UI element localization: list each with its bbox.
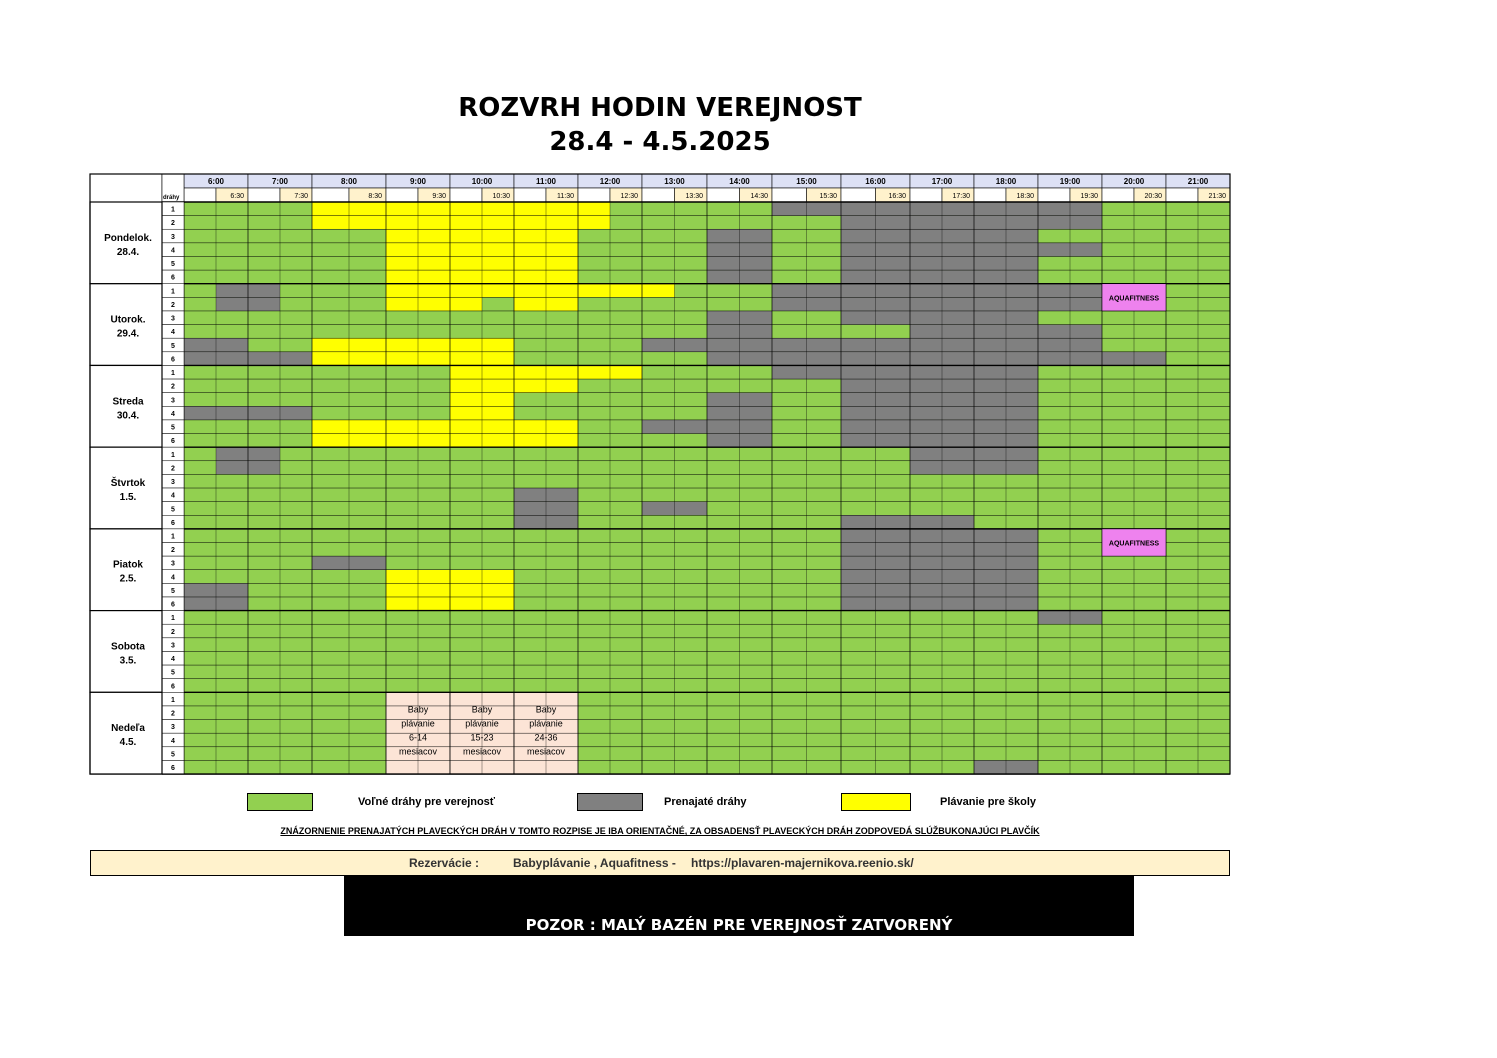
half-hour-label: 14:30 — [750, 193, 768, 200]
rented-block — [841, 202, 1102, 216]
lane-number: 5 — [171, 669, 175, 677]
lane-number: 1 — [171, 288, 175, 296]
lane-number: 5 — [171, 751, 175, 759]
lane-number: 4 — [171, 492, 175, 500]
half-hour-label: 21:30 — [1208, 193, 1226, 200]
lane-number: 6 — [171, 601, 175, 609]
rented-block — [841, 406, 1038, 420]
lane-number: 1 — [171, 206, 175, 214]
school-block — [312, 338, 514, 352]
school-block — [312, 216, 610, 230]
hour-label: 13:00 — [664, 177, 685, 186]
half-header-blank — [312, 188, 349, 202]
day-date: 3.5. — [119, 655, 137, 667]
day-name: Piatok — [112, 559, 144, 571]
half-hour-label: 11:30 — [557, 193, 574, 200]
hour-label: 6:00 — [207, 177, 225, 186]
lane-number: 1 — [171, 533, 175, 541]
hour-label: 12:00 — [599, 177, 621, 186]
lane-number: 2 — [171, 628, 175, 636]
hour-label: 9:00 — [409, 177, 427, 186]
baby-swimming-label: Baby — [535, 704, 557, 715]
half-hour-label: 13:30 — [685, 193, 703, 200]
baby-swimming-label: Baby — [407, 704, 429, 715]
lane-number: 3 — [171, 397, 175, 405]
half-hour-label: 19:30 — [1080, 193, 1098, 200]
day-name: Sobota — [111, 641, 145, 653]
lane-number: 3 — [171, 315, 175, 323]
reservation-bar — [90, 850, 1230, 876]
hour-label: 17:00 — [931, 177, 953, 186]
page-title: ROZVRH HODIN VEREJNOST — [458, 93, 862, 123]
baby-swimming-label: 15-23 — [470, 732, 494, 743]
warning-text: POZOR : MALÝ BAZÉN PRE VEREJNOSŤ ZATVORENÝ — [525, 916, 953, 934]
day-name: Nedeľa — [111, 723, 145, 735]
day-date: 29.4. — [116, 328, 140, 340]
rented-block — [841, 311, 1038, 325]
half-header-blank — [642, 188, 675, 202]
day-date: 30.4. — [116, 410, 140, 422]
baby-swimming-label: 24-36 — [534, 732, 558, 743]
lane-number: 2 — [171, 383, 175, 391]
half-header-blank — [1102, 188, 1134, 202]
half-hour-label: 20:30 — [1144, 193, 1162, 200]
rented-block — [841, 543, 1038, 557]
rented-block — [841, 229, 1038, 243]
lane-number: 2 — [171, 301, 175, 309]
hour-label: 20:00 — [1123, 177, 1145, 186]
day-date: 28.4. — [116, 246, 140, 258]
hour-label: 8:00 — [340, 177, 358, 186]
day-name: Štvrtok — [110, 478, 146, 490]
legend-rented-swatch — [577, 793, 643, 811]
lane-number: 1 — [171, 451, 175, 459]
half-hour-label: 17:30 — [952, 193, 970, 200]
lane-number: 5 — [171, 261, 175, 269]
lane-number: 5 — [171, 424, 175, 432]
legend-free-swatch — [247, 793, 313, 811]
half-header-blank — [772, 188, 807, 202]
lane-number: 3 — [171, 724, 175, 732]
lane-number: 5 — [171, 506, 175, 514]
half-header-blank — [910, 188, 942, 202]
hour-label: 15:00 — [796, 177, 817, 186]
lane-number: 6 — [171, 274, 175, 282]
half-hour-label: 9:30 — [432, 193, 446, 200]
school-block — [312, 352, 514, 366]
rented-block — [841, 216, 1102, 230]
rented-block — [841, 556, 1038, 570]
lane-header-label: dráhy — [163, 195, 180, 201]
corner-cell — [90, 174, 162, 202]
legend-school-label: Plávanie pre školy — [940, 796, 1036, 808]
day-name: Pondelok. — [104, 232, 152, 244]
half-header-blank — [514, 188, 546, 202]
half-hour-label: 12:30 — [620, 193, 638, 200]
lane-number: 3 — [171, 642, 175, 650]
hour-label: 19:00 — [1059, 177, 1081, 186]
school-block — [312, 434, 578, 448]
half-hour-label: 7:30 — [294, 193, 308, 200]
lane-number: 6 — [171, 765, 175, 773]
rented-block — [841, 597, 1038, 611]
lane-number: 4 — [171, 329, 175, 337]
lane-number: 4 — [171, 574, 175, 582]
reservation-label: Rezervácie : — [409, 856, 480, 870]
reservation-link[interactable]: https://plavaren-majernikova.reenio.sk/ — [691, 856, 914, 870]
half-hour-label: 16:30 — [888, 193, 906, 200]
disclaimer-note: ZNÁZORNENIE PRENAJATÝCH PLAVECKÝCH DRÁH V TOMTO ROZPISE JE IBA ORIENTAČNÉ, ZA OBSADENSŤ PLAVECKÝCH DRÁH ZODPOVEDÁ SLÚŽBUKONAJÚCI PLAVČÍK — [280, 826, 1040, 836]
rented-block — [841, 420, 1038, 434]
half-header-blank — [707, 188, 740, 202]
aquafitness-label: AQUAFITNESS — [1108, 295, 1160, 303]
half-header-blank — [841, 188, 876, 202]
warning-banner — [344, 876, 1134, 936]
hour-label: 11:00 — [535, 177, 557, 186]
lane-number: 3 — [171, 560, 175, 568]
baby-swimming-label: mesiacov — [526, 746, 566, 757]
baby-swimming-label: mesiacov — [462, 746, 502, 757]
rented-block — [841, 515, 974, 529]
lane-number: 6 — [171, 519, 175, 527]
half-header-blank — [1038, 188, 1070, 202]
half-hour-label: 15:30 — [819, 193, 837, 200]
school-block — [312, 420, 578, 434]
baby-swimming-label: Baby — [471, 704, 493, 715]
lane-number: 5 — [171, 587, 175, 595]
page-date-range: 28.4 - 4.5.2025 — [549, 127, 771, 157]
baby-swimming-label: plávanie — [465, 718, 499, 729]
lane-number: 2 — [171, 710, 175, 718]
rented-block — [772, 297, 1102, 311]
school-block — [312, 202, 610, 216]
lane-number: 3 — [171, 233, 175, 241]
aquafitness-label: AQUAFITNESS — [1108, 540, 1160, 548]
lane-number: 2 — [171, 220, 175, 228]
lane-number: 6 — [171, 356, 175, 364]
half-header-blank — [450, 188, 482, 202]
rented-block — [772, 365, 1038, 379]
baby-swimming-label: plávanie — [529, 718, 563, 729]
day-date: 1.5. — [119, 492, 137, 504]
half-header-blank — [248, 188, 280, 202]
rented-block — [841, 243, 1102, 257]
day-date: 4.5. — [119, 737, 137, 749]
day-date: 2.5. — [119, 573, 137, 585]
baby-swimming-label: mesiacov — [398, 746, 438, 757]
hour-label: 16:00 — [865, 177, 886, 186]
half-header-blank — [1166, 188, 1198, 202]
lane-number: 6 — [171, 683, 175, 691]
day-name: Streda — [112, 396, 144, 408]
half-header-blank — [386, 188, 418, 202]
hour-label: 21:00 — [1187, 177, 1209, 186]
rented-block — [707, 352, 1102, 366]
half-header-blank — [974, 188, 1006, 202]
lane-number: 1 — [171, 615, 175, 623]
lane-number: 4 — [171, 737, 175, 745]
baby-swimming-label: plávanie — [401, 718, 435, 729]
legend-school-swatch — [841, 793, 911, 811]
rented-block — [772, 284, 1102, 298]
lane-number: 1 — [171, 370, 175, 378]
school-block — [386, 297, 482, 311]
lane-number: 4 — [171, 410, 175, 418]
hour-label: 7:00 — [271, 177, 289, 186]
lane-number: 1 — [171, 696, 175, 704]
rented-block — [841, 570, 1038, 584]
hour-label: 10:00 — [471, 177, 493, 186]
half-hour-label: 8:30 — [368, 193, 382, 200]
legend-rented-label: Prenajaté dráhy — [664, 796, 747, 808]
lane-number: 4 — [171, 656, 175, 664]
lane-number: 3 — [171, 479, 175, 487]
lane-number: 6 — [171, 438, 175, 446]
rented-block — [642, 338, 1102, 352]
rented-block — [841, 393, 1038, 407]
half-hour-label: 10:30 — [492, 193, 510, 200]
rented-block — [841, 270, 1038, 284]
rented-block — [841, 583, 1038, 597]
half-hour-label: 6:30 — [230, 193, 244, 200]
reservation-items: Babyplávanie , Aquafitness - — [513, 856, 676, 870]
rented-block — [841, 379, 1038, 393]
rented-block — [841, 529, 1038, 543]
hour-label: 14:00 — [729, 177, 750, 186]
rented-block — [841, 434, 1038, 448]
rented-block — [841, 256, 1038, 270]
half-header-blank — [578, 188, 610, 202]
hour-label: 18:00 — [995, 177, 1017, 186]
day-name: Utorok. — [110, 314, 146, 326]
lane-number: 4 — [171, 247, 175, 255]
half-hour-label: 18:30 — [1016, 193, 1034, 200]
legend-free-label: Voľné dráhy pre verejnosť — [358, 796, 496, 808]
baby-swimming-label: 6-14 — [408, 732, 428, 743]
half-header-blank — [184, 188, 216, 202]
school-block — [514, 284, 675, 298]
lane-number: 5 — [171, 342, 175, 350]
lane-number: 2 — [171, 465, 175, 473]
lane-number: 2 — [171, 547, 175, 555]
